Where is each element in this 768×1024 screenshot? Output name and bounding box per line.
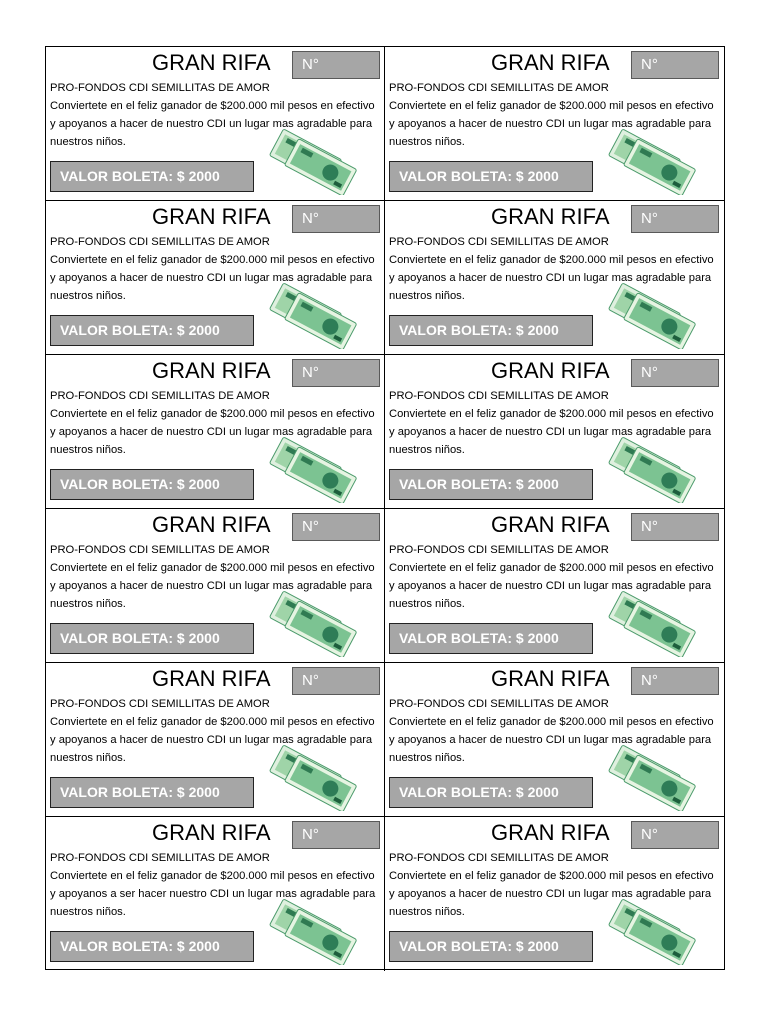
raffle-ticket bbox=[385, 817, 724, 971]
banknotes-icon bbox=[605, 283, 701, 349]
banknotes-icon bbox=[266, 283, 362, 349]
raffle-ticket bbox=[385, 663, 724, 817]
raffle-ticket bbox=[385, 509, 724, 663]
banknotes-icon bbox=[266, 591, 362, 657]
ticket-subtitle: PRO-FONDOS CDI SEMILLITAS DE AMOR bbox=[389, 390, 609, 402]
ticket-subtitle: PRO-FONDOS CDI SEMILLITAS DE AMOR bbox=[389, 236, 609, 248]
ticket-title: GRAN RIFA bbox=[491, 820, 610, 845]
ticket-subtitle: PRO-FONDOS CDI SEMILLITAS DE AMOR bbox=[50, 698, 270, 710]
ticket-price-box: VALOR BOLETA: $ 2000 bbox=[389, 931, 593, 962]
ticket-description: Conviertete en el feliz ganador de $200.000 mil pesos en efectivo y apoyanos a hacer de nuestro CDI un lugar mas agradable para nuestros niños. bbox=[389, 408, 714, 456]
ticket-subtitle: PRO-FONDOS CDI SEMILLITAS DE AMOR bbox=[50, 852, 270, 864]
ticket-number-box: N° bbox=[631, 205, 719, 233]
ticket-number-box: N° bbox=[631, 513, 719, 541]
ticket-description: Conviertete en el feliz ganador de $200.000 mil pesos en efectivo y apoyanos a hacer de nuestro CDI un lugar mas agradable para nuestros niños. bbox=[389, 254, 714, 302]
ticket-number-box: N° bbox=[292, 667, 380, 695]
ticket-description: Conviertete en el feliz ganador de $200.000 mil pesos en efectivo y apoyanos a hacer de nuestro CDI un lugar mas agradable para nuestros niños. bbox=[50, 254, 375, 302]
ticket-number-box: N° bbox=[631, 821, 719, 849]
banknotes-icon bbox=[605, 129, 701, 195]
ticket-description: Conviertete en el feliz ganador de $200.000 mil pesos en efectivo y apoyanos a hacer de nuestro CDI un lugar mas agradable para nuestros niños. bbox=[389, 716, 714, 764]
raffle-ticket bbox=[46, 47, 385, 201]
ticket-subtitle: PRO-FONDOS CDI SEMILLITAS DE AMOR bbox=[389, 698, 609, 710]
ticket-price-box: VALOR BOLETA: $ 2000 bbox=[389, 315, 593, 346]
ticket-description: Conviertete en el feliz ganador de $200.000 mil pesos en efectivo y apoyanos a ser hacer nuestro CDI un lugar mas agradable para nuestros niños. bbox=[50, 870, 376, 918]
ticket-number-box: N° bbox=[292, 51, 380, 79]
ticket-number-box: N° bbox=[631, 51, 719, 79]
ticket-title: GRAN RIFA bbox=[491, 666, 610, 691]
banknotes-icon bbox=[266, 129, 362, 195]
ticket-price-box: VALOR BOLETA: $ 2000 bbox=[50, 315, 254, 346]
banknotes-icon bbox=[266, 745, 362, 811]
ticket-title: GRAN RIFA bbox=[152, 666, 271, 691]
ticket-description: Conviertete en el feliz ganador de $200.000 mil pesos en efectivo y apoyanos a hacer de nuestro CDI un lugar mas agradable para nuestros niños. bbox=[389, 870, 714, 918]
ticket-price-box: VALOR BOLETA: $ 2000 bbox=[389, 469, 593, 500]
ticket-subtitle: PRO-FONDOS CDI SEMILLITAS DE AMOR bbox=[50, 236, 270, 248]
ticket-description: Conviertete en el feliz ganador de $200.000 mil pesos en efectivo y apoyanos a hacer de nuestro CDI un lugar mas agradable para nuestros niños. bbox=[50, 716, 375, 764]
raffle-ticket-sheet bbox=[45, 46, 725, 970]
ticket-subtitle: PRO-FONDOS CDI SEMILLITAS DE AMOR bbox=[389, 852, 609, 864]
banknotes-icon bbox=[605, 745, 701, 811]
raffle-ticket bbox=[385, 47, 724, 201]
ticket-number-box: N° bbox=[292, 821, 380, 849]
ticket-title: GRAN RIFA bbox=[491, 50, 610, 75]
ticket-price-box: VALOR BOLETA: $ 2000 bbox=[389, 777, 593, 808]
banknotes-icon bbox=[266, 437, 362, 503]
raffle-ticket bbox=[385, 201, 724, 355]
ticket-price-box: VALOR BOLETA: $ 2000 bbox=[50, 931, 254, 962]
raffle-ticket bbox=[46, 817, 385, 971]
ticket-number-box: N° bbox=[292, 205, 380, 233]
ticket-description: Conviertete en el feliz ganador de $200.000 mil pesos en efectivo y apoyanos a hacer de nuestro CDI un lugar mas agradable para nuestros niños. bbox=[389, 562, 714, 610]
ticket-title: GRAN RIFA bbox=[491, 358, 610, 383]
ticket-price-box: VALOR BOLETA: $ 2000 bbox=[389, 623, 593, 654]
ticket-title: GRAN RIFA bbox=[152, 820, 271, 845]
raffle-ticket bbox=[46, 509, 385, 663]
raffle-ticket bbox=[385, 355, 724, 509]
ticket-description: Conviertete en el feliz ganador de $200.000 mil pesos en efectivo y apoyanos a hacer de nuestro CDI un lugar mas agradable para nuestros niños. bbox=[50, 100, 375, 148]
raffle-ticket bbox=[46, 663, 385, 817]
ticket-number-box: N° bbox=[631, 667, 719, 695]
ticket-subtitle: PRO-FONDOS CDI SEMILLITAS DE AMOR bbox=[50, 390, 270, 402]
ticket-subtitle: PRO-FONDOS CDI SEMILLITAS DE AMOR bbox=[50, 82, 270, 94]
ticket-number-box: N° bbox=[292, 513, 380, 541]
raffle-ticket bbox=[46, 355, 385, 509]
ticket-description: Conviertete en el feliz ganador de $200.000 mil pesos en efectivo y apoyanos a hacer de nuestro CDI un lugar mas agradable para nuestros niños. bbox=[50, 408, 375, 456]
ticket-price-box: VALOR BOLETA: $ 2000 bbox=[50, 469, 254, 500]
ticket-number-box: N° bbox=[292, 359, 380, 387]
ticket-description: Conviertete en el feliz ganador de $200.000 mil pesos en efectivo y apoyanos a hacer de nuestro CDI un lugar mas agradable para nuestros niños. bbox=[389, 100, 714, 148]
raffle-ticket bbox=[46, 201, 385, 355]
banknotes-icon bbox=[605, 899, 701, 965]
ticket-number-box: N° bbox=[631, 359, 719, 387]
ticket-price-box: VALOR BOLETA: $ 2000 bbox=[389, 161, 593, 192]
ticket-subtitle: PRO-FONDOS CDI SEMILLITAS DE AMOR bbox=[389, 544, 609, 556]
ticket-title: GRAN RIFA bbox=[491, 512, 610, 537]
ticket-title: GRAN RIFA bbox=[152, 512, 271, 537]
ticket-title: GRAN RIFA bbox=[491, 204, 610, 229]
ticket-price-box: VALOR BOLETA: $ 2000 bbox=[50, 161, 254, 192]
ticket-price-box: VALOR BOLETA: $ 2000 bbox=[50, 777, 254, 808]
banknotes-icon bbox=[605, 591, 701, 657]
banknotes-icon bbox=[266, 899, 362, 965]
ticket-price-box: VALOR BOLETA: $ 2000 bbox=[50, 623, 254, 654]
ticket-title: GRAN RIFA bbox=[152, 50, 271, 75]
ticket-subtitle: PRO-FONDOS CDI SEMILLITAS DE AMOR bbox=[389, 82, 609, 94]
ticket-title: GRAN RIFA bbox=[152, 358, 271, 383]
banknotes-icon bbox=[605, 437, 701, 503]
ticket-subtitle: PRO-FONDOS CDI SEMILLITAS DE AMOR bbox=[50, 544, 270, 556]
ticket-description: Conviertete en el feliz ganador de $200.000 mil pesos en efectivo y apoyanos a hacer de nuestro CDI un lugar mas agradable para nuestros niños. bbox=[50, 562, 375, 610]
ticket-title: GRAN RIFA bbox=[152, 204, 271, 229]
